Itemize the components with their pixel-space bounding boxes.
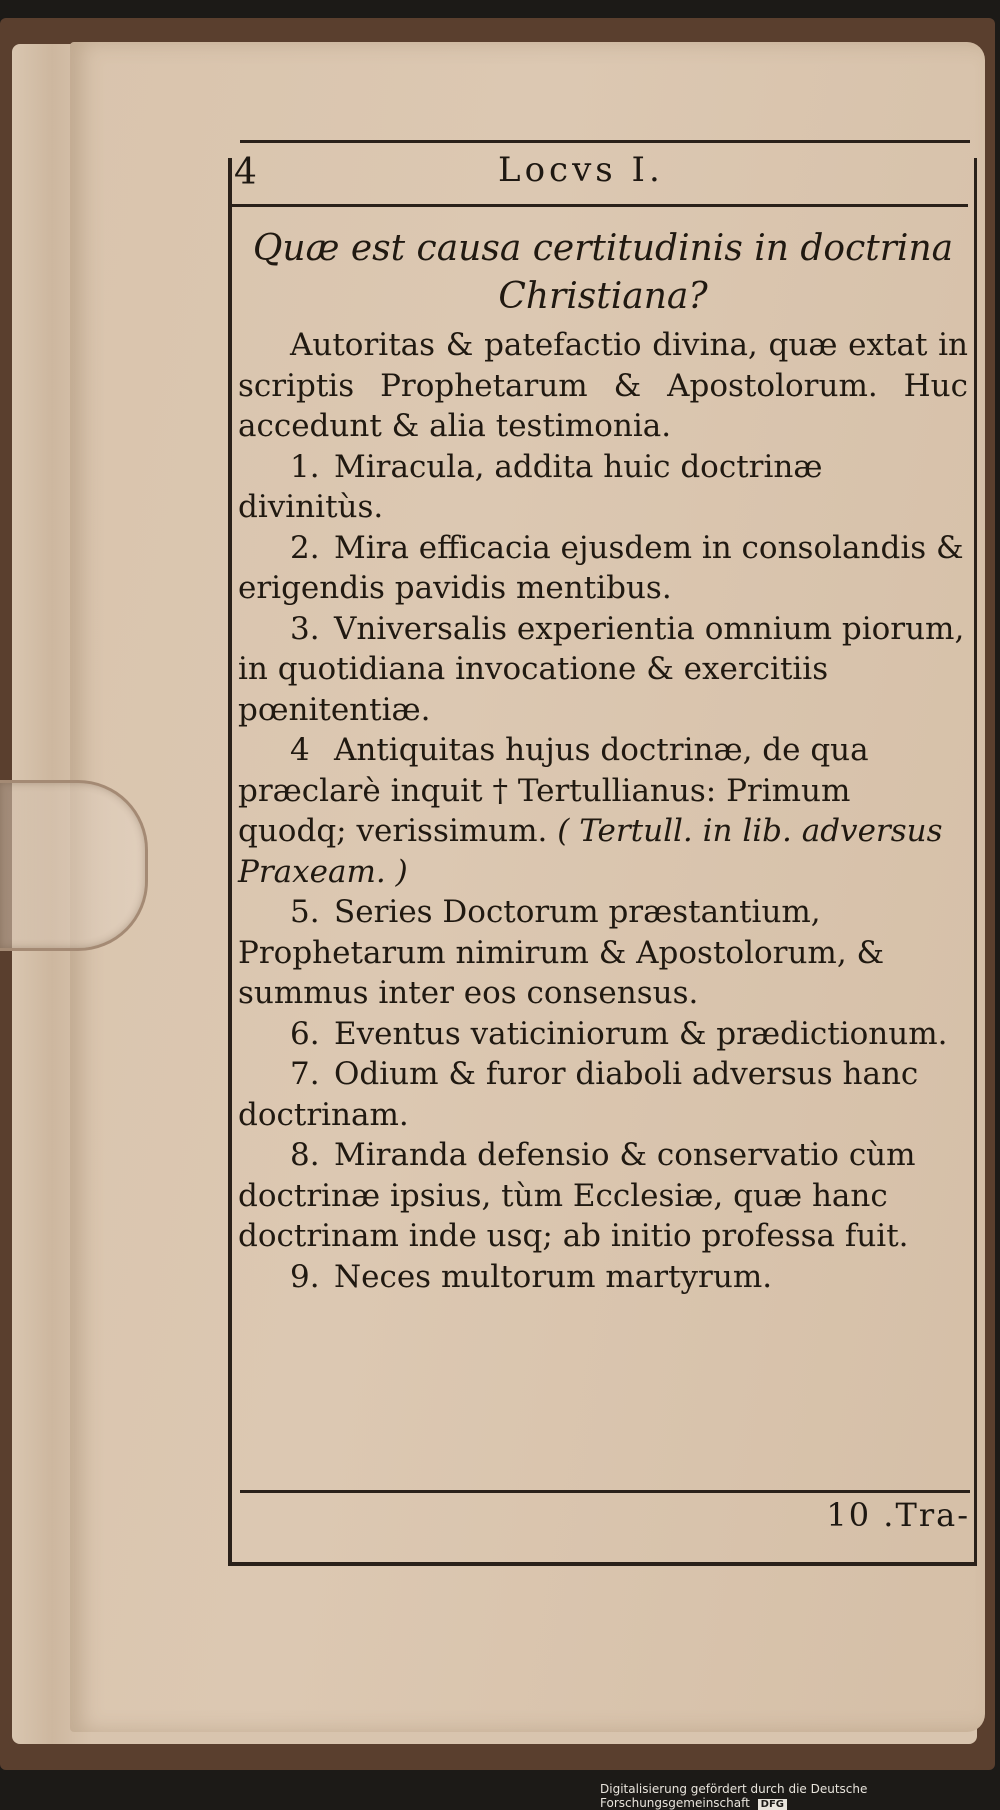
ribbon-loop	[0, 780, 148, 951]
item-text: Mira efficacia ejusdem in consolandis & erigendis pavidis mentibus.	[238, 529, 964, 606]
item-number: 9.	[290, 1258, 320, 1295]
list-item	[238, 609, 968, 731]
list-item	[238, 528, 968, 609]
chapter-title: Locvs I.	[498, 150, 664, 190]
list-item	[238, 1257, 968, 1298]
item-number: 1.	[290, 448, 320, 485]
item-text: Antiquitas hujus doctrinæ, de qua præclarè inquit † Tertullianus: Primum quodq; verissimum.	[238, 732, 869, 849]
list-item	[238, 892, 968, 1014]
item-number: 7.	[290, 1056, 320, 1092]
catchword: 10 .Tra-	[826, 1496, 970, 1534]
question-heading: Quæ est causa certitudinis in doctrina Christiana?	[252, 228, 954, 317]
dfg-logo: DFG	[758, 1799, 787, 1810]
text-block	[238, 225, 968, 1297]
item-number: 8.	[290, 1137, 320, 1173]
item-text: Neces multorum martyrum.	[334, 1258, 773, 1295]
list-item	[238, 1014, 968, 1055]
list-item	[238, 1054, 968, 1135]
item-number: 3.	[290, 610, 320, 647]
item-number: 6.	[290, 1015, 320, 1052]
list-item	[238, 447, 968, 528]
item-number: 2.	[290, 529, 320, 566]
list-item	[238, 730, 968, 892]
bottom-rule	[240, 1490, 970, 1493]
top-rule	[240, 140, 970, 143]
item-text: Vniversalis experientia omnium piorum, in quotidiana invocatione & exercitiis pœnitentiæ.	[238, 610, 965, 728]
item-number: 4	[290, 732, 310, 768]
item-text: Eventus vaticiniorum & prædictionum.	[334, 1015, 948, 1052]
item-text: Miracula, addita huic doctrinæ divinitùs.	[238, 448, 823, 525]
marginal-reference: ( Tertull. in lib. adversus Praxeam. )	[238, 813, 943, 890]
digitization-credit	[600, 1782, 1000, 1810]
answer-paragraph: Autoritas & patefactio divina, quæ extat in scriptis Prophetarum & Apostolorum. Huc accedunt & alia testimonia.	[238, 327, 968, 444]
item-text: Miranda defensio & conservatio cùm doctrinæ ipsius, tùm Ecclesiæ, quæ hanc doctrinam inde usq; ab initio professa fuit.	[238, 1137, 916, 1254]
item-number: 5.	[290, 894, 320, 930]
list-item	[238, 1135, 968, 1257]
credit-text: Digitalisierung gefördert durch die Deutsche Forschungsgemeinschaft	[600, 1782, 868, 1810]
page-number: 4	[234, 152, 261, 193]
item-text: Odium & furor diaboli adversus hanc doctrinam.	[238, 1056, 919, 1133]
item-text: Series Doctorum præstantium, Prophetarum nimirum & Apostolorum, & summus inter eos consensus.	[238, 894, 885, 1011]
